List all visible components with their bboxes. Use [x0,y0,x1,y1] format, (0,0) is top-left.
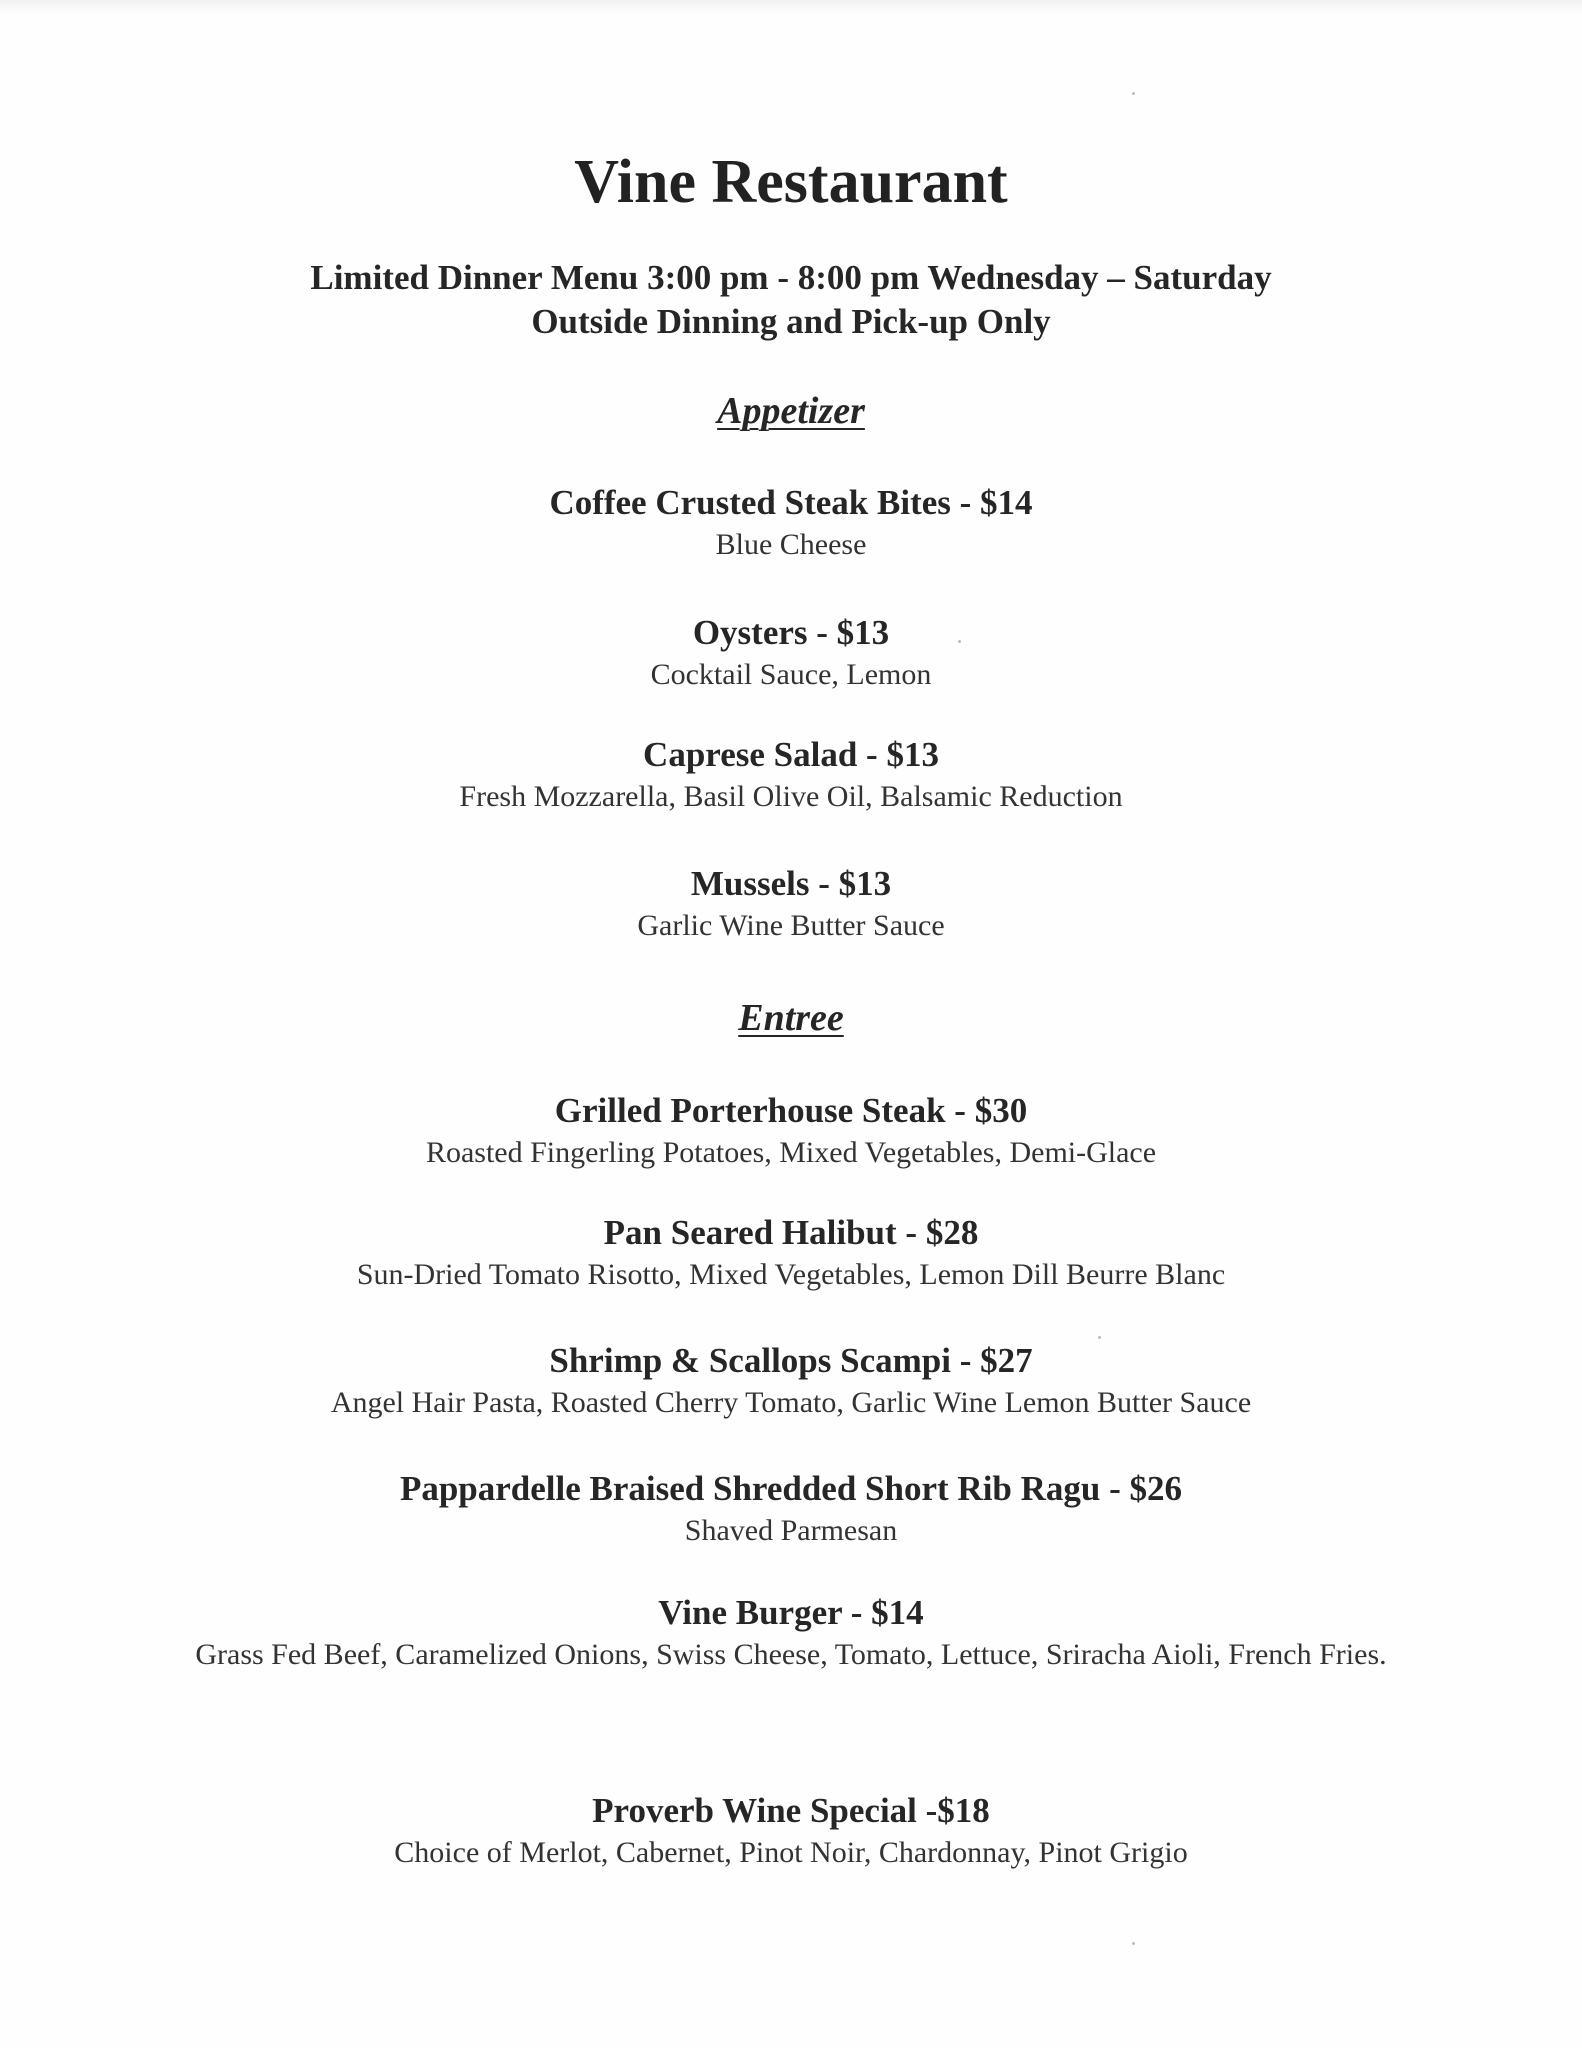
menu-item-name: Grilled Porterhouse Steak - $30 [554,1091,1028,1130]
menu-item-description: Roasted Fingerling Potatoes, Mixed Vegetables, Demi-Glace [425,1136,1157,1169]
menu-item [0,1212,1582,1295]
menu-item-name: Mussels - $13 [690,864,892,903]
menu-item [0,1340,1582,1423]
menu-item [0,482,1582,565]
scan-speck [1098,1336,1101,1339]
scan-edge [0,0,1582,14]
menu-item [0,612,1582,695]
entree-heading: Entree [738,997,844,1039]
menu-item [0,734,1582,817]
menu-item-description: Sun-Dried Tomato Risotto, Mixed Vegetables, Lemon Dill Beurre Blanc [356,1258,1226,1291]
menu-item-name: Oysters - $13 [692,613,890,652]
menu-item [0,1090,1582,1173]
menu-item [0,1468,1582,1551]
menu-item-name: Vine Burger - $14 [658,1593,924,1632]
wine-special-description: Choice of Merlot, Cabernet, Pinot Noir, Chardonnay, Pinot Grigio [394,1836,1188,1869]
scan-speck [958,640,961,643]
menu-item-description: Fresh Mozzarella, Basil Olive Oil, Balsamic Reduction [459,780,1123,813]
menu-item-name: Shrimp & Scallops Scampi - $27 [549,1341,1033,1380]
service-line: Outside Dinning and Pick-up Only [531,302,1051,341]
menu-item-name: Pan Seared Halibut - $28 [603,1213,979,1252]
menu-item [0,863,1582,946]
wine-special [0,1790,1582,1873]
menu-item-description: Angel Hair Pasta, Roasted Cherry Tomato, Garlic Wine Lemon Butter Sauce [330,1386,1252,1419]
menu-hours-line: Limited Dinner Menu 3:00 pm - 8:00 pm Wednesday – Saturday [310,258,1272,297]
wine-special-name: Proverb Wine Special -$18 [592,1791,990,1830]
menu-item-description: Shaved Parmesan [684,1514,898,1547]
menu-item-name: Pappardelle Braised Shredded Short Rib Ragu - $26 [399,1469,1183,1508]
menu-item-description: Blue Cheese [715,528,867,561]
menu-item [0,1592,1582,1675]
scan-speck [1132,92,1135,95]
scan-speck [1132,1942,1135,1945]
appetizer-heading: Appetizer [717,390,865,432]
menu-item-description: Garlic Wine Butter Sauce [637,909,945,942]
menu-item-name: Caprese Salad - $13 [643,735,939,774]
restaurant-title: Vine Restaurant [574,148,1008,216]
menu-item-description: Cocktail Sauce, Lemon [650,658,932,691]
menu-item-description: Grass Fed Beef, Caramelized Onions, Swiss Cheese, Tomato, Lettuce, Sriracha Aioli, French Fries. [195,1638,1387,1671]
menu-item-name: Coffee Crusted Steak Bites - $14 [549,483,1033,522]
